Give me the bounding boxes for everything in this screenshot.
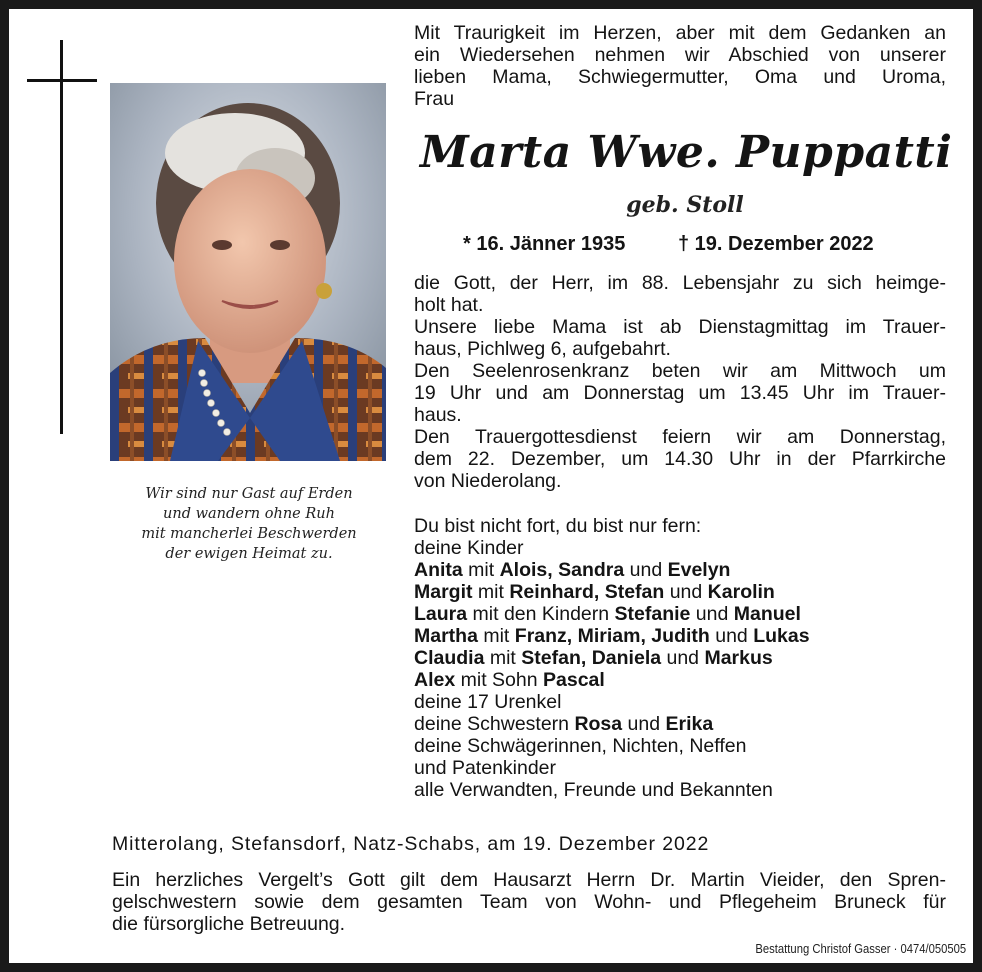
family-name: Margit	[414, 581, 473, 603]
body-line: dem 22. Dezember, um 14.30 Uhr in der Pfarrkirche	[414, 448, 946, 470]
family-row	[414, 559, 954, 581]
body-line: Den Seelenrosenkranz beten wir am Mittwoch um	[414, 360, 946, 382]
portrait-photo	[110, 83, 386, 461]
mourners-list	[414, 515, 954, 801]
family-connector: mit Sohn	[455, 669, 543, 691]
family-connector: und	[661, 647, 705, 669]
family-name: Alex	[414, 669, 456, 691]
poem	[118, 484, 380, 564]
place-and-date: Mitterolang, Stefansdorf, Natz-Schabs, am 19. Dezember 2022	[112, 833, 710, 855]
great-grandchildren: deine 17 Urenkel	[414, 691, 562, 713]
thanks-line: gelschwestern sowie dem gesamten Team von Wohn- und Pflegeheim Bruneck für	[112, 891, 946, 913]
body-line: haus, Pichlweg 6, aufgebahrt.	[414, 338, 671, 360]
poem-line: der ewigen Heimat zu.	[165, 546, 333, 562]
cross-icon-vertical	[60, 40, 63, 434]
family-name: Laura	[414, 603, 468, 625]
body-line: 19 Uhr und am Donnerstag um 13.45 Uhr im Trauer-	[414, 382, 946, 404]
intro-line: Mit Traurigkeit im Herzen, aber mit dem Gedanken an	[414, 22, 946, 44]
family-row	[414, 603, 954, 625]
in-laws-line: deine Schwägerinnen, Nichten, Neffen	[414, 735, 747, 757]
announcement-text	[414, 272, 946, 492]
body-line: Den Trauergottesdienst feiern wir am Donnerstag,	[414, 426, 946, 448]
family-row	[414, 647, 954, 669]
family-name: Anita	[414, 559, 463, 581]
family-connector: und	[690, 603, 734, 625]
family-connector: mit	[484, 647, 522, 669]
family-name: Stefan, Daniela	[521, 647, 662, 669]
body-line: von Niederolang.	[414, 470, 562, 492]
thanks-line: die fürsorgliche Betreuung.	[112, 913, 346, 935]
intro-line: ein Wiedersehen nehmen wir Abschied von unserer	[414, 44, 946, 66]
funeral-home-credit: Bestattung Christof Gasser · 0474/050505	[755, 942, 966, 956]
cross-icon-horizontal	[27, 79, 97, 82]
intro-line: lieben Mama, Schwiegermutter, Oma und Uroma,	[414, 66, 946, 88]
intro-line: Frau	[414, 88, 455, 110]
sisters-row	[414, 713, 954, 735]
family-name: Erika	[665, 713, 714, 735]
body-line: haus.	[414, 404, 462, 426]
family-name: Lukas	[753, 625, 810, 647]
intro-paragraph	[414, 22, 946, 110]
poem-line: mit mancherlei Beschwerden	[141, 526, 357, 542]
family-name: Martha	[414, 625, 478, 647]
family-connector: und	[622, 713, 666, 735]
body-line: holt hat.	[414, 294, 484, 316]
family-connector: mit	[462, 559, 500, 581]
family-connector: und	[709, 625, 754, 647]
death-date: † 19. Dezember 2022	[678, 233, 874, 255]
deceased-name: Marta Wwe. Puppatti	[420, 127, 953, 178]
poem-line: und wandern ohne Ruh	[163, 506, 335, 522]
family-name: Pascal	[543, 669, 605, 691]
family-connector: und	[624, 559, 668, 581]
in-laws-line: und Patenkinder	[414, 757, 557, 779]
family-connector: mit den Kindern	[467, 603, 615, 625]
family-row	[414, 581, 954, 603]
family-name: Franz, Miriam, Judith	[514, 625, 710, 647]
family-name: Markus	[704, 647, 773, 669]
body-line: Unsere liebe Mama ist ab Dienstagmittag im Trauer-	[414, 316, 946, 338]
family-name: Karolin	[707, 581, 775, 603]
thanks-line: Ein herzliches Vergelt’s Gott gilt dem Hausarzt Herrn Dr. Martin Vieider, den Spren-	[112, 869, 946, 891]
family-name: Alois, Sandra	[499, 559, 625, 581]
portrait-illustration	[110, 83, 386, 461]
body-line: die Gott, der Herr, im 88. Lebensjahr zu sich heimge-	[414, 272, 946, 294]
family-name: Reinhard, Stefan	[509, 581, 665, 603]
family-name: Stefanie	[614, 603, 691, 625]
family-row	[414, 625, 954, 647]
family-row	[414, 669, 954, 691]
family-connector: mit	[472, 581, 510, 603]
thanks-paragraph	[112, 869, 946, 935]
family-connector: und	[664, 581, 708, 603]
family-name: Rosa	[574, 713, 623, 735]
family-connector: deine Schwestern	[414, 713, 575, 735]
poem-line: Wir sind nur Gast auf Erden	[145, 486, 353, 502]
family-name: Evelyn	[667, 559, 731, 581]
birth-date: * 16. Jänner 1935	[463, 233, 626, 255]
family-name: Claudia	[414, 647, 485, 669]
family-connector: mit	[477, 625, 515, 647]
maiden-name: geb. Stoll	[626, 192, 744, 218]
family-name: Manuel	[733, 603, 801, 625]
mourners-intro: Du bist nicht fort, du bist nur fern:	[414, 515, 702, 537]
children-label: deine Kinder	[414, 537, 524, 559]
relatives-line: alle Verwandten, Freunde und Bekannten	[414, 779, 773, 801]
